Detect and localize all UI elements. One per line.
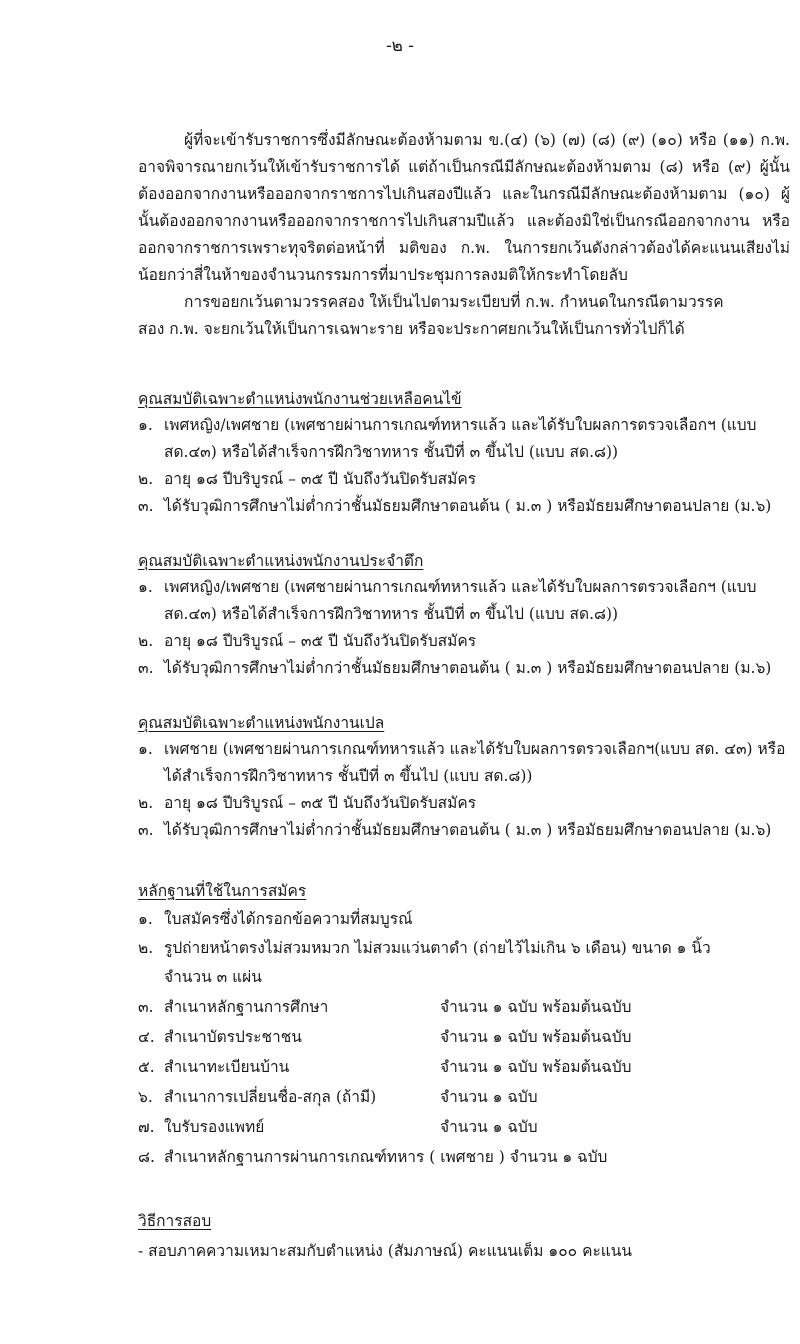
list-item: ๒. อายุ ๑๘ ปีบริบูรณ์ – ๓๕ ปี นับถึงวันปิดรับสมัคร [138,794,477,812]
list-item: ๑. เพศชาย (เพศชายผ่านการเกณฑ์ทหารแล้ว และได้รับใบผลการตรวจเลือกฯ(แบบ สด. ๔๓) หรือได้สำเร็จการฝึกวิชาทหาร ชั้นปีที่ ๓ ขึ้นไป (แบบ สด.๘)) [138,740,786,785]
section-heading: หลักฐานที่ใช้ในการสมัคร [138,882,307,900]
list-item: ๓. ได้รับวุฒิการศึกษาไม่ต่ำกว่าชั้นมัธยมศึกษาตอนต้น ( ม.๓ ) หรือมัธยมศึกษาตอนปลาย (ม.๖) [138,497,772,515]
section-heading: วิธีการสอบ [138,1212,212,1230]
list-item: ๓. ได้รับวุฒิการศึกษาไม่ต่ำกว่าชั้นมัธยมศึกษาตอนต้น ( ม.๓ ) หรือมัธยมศึกษาตอนปลาย (ม.๖) [138,821,772,839]
exemption-text-2a: การขอยกเว้นตามวรรคสอง ให้เป็นไปตามระเบียบที่ ก.พ. กำหนดในกรณีตามวรรค [184,293,724,311]
section-stretcher-bearer [138,710,798,844]
list-item: ๓. ได้รับวุฒิการศึกษาไม่ต่ำกว่าชั้นมัธยมศึกษาตอนต้น ( ม.๓ ) หรือมัธยมศึกษาตอนปลาย (ม.๖) [138,659,772,677]
list-item: ๒. รูปถ่ายหน้าตรงไม่สวมหมวก ไม่สวมแว่นตาดำ (ถ่ายไว้ไม่เกิน ๖ เดือน) ขนาด ๑ นิ้ว จำนวน ๓ แผ่น [138,939,711,986]
exemption-text: ผู้ที่จะเข้ารับราชการซึ่งมีลักษณะต้องห้ามตาม ข.(๔) (๖) (๗) (๘) (๙) (๑๐) หรือ (๑๑) ก.พ. อาจพิจารณายกเว้นให้เข้ารับราชการได้ แต่ถ้าเป็นกรณีมีลักษณะต้องห้ามตาม (๘) หรือ (๙) ผู้นั้นต้องออกจากงานหรือออกจากราชการไปเกินสองปีแล้ว และในกรณีมีลักษณะต้องห้ามตาม (๑๐) ผู้นั้นต้องออกจากงานหรือออกจากราชการไปเกินสามปีแล้ว และต้องมิใช่เป็นกรณีออกจากงาน หรือออกจากราชการเพราะทุจริตต่อหน้าที่ มติของ ก.พ. ในการยกเว้นดังกล่าวต้องได้คะแนนเสียงไม่น้อยกว่าสี่ในห้าของจำนวนกรรมการที่มาประชุมการลงมติให้กระทำโดยลับ [138,131,790,284]
section-heading: คุณสมบัติเฉพาะตำแหน่งพนักงานเปล [138,714,385,732]
list-item: ๘. สำเนาหลักฐานการผ่านการเกณฑ์ทหาร ( เพศชาย ) จำนวน ๑ ฉบับ [138,1148,608,1166]
section-documents [138,878,798,1172]
page-number: -๒ - [385,36,415,56]
list-item: ๒. อายุ ๑๘ ปีบริบูรณ์ – ๓๕ ปี นับถึงวันปิดรับสมัคร [138,632,477,650]
list-item: ๑. ใบสมัครซึ่งได้กรอกข้อความที่สมบูรณ์ [138,910,413,928]
section-heading: คุณสมบัติเฉพาะตำแหน่งพนักงานประจำตึก [138,552,424,570]
exemption-paragraph [138,127,790,289]
table-row: ๕. สำเนาทะเบียนบ้าน จำนวน ๑ ฉบับ พร้อมต้นฉบับ [138,1058,632,1076]
table-row: ๗. ใบรับรองแพทย์ จำนวน ๑ ฉบับ [138,1118,538,1136]
table-row: ๔. สำเนาบัตรประชาชน จำนวน ๑ ฉบับ พร้อมต้นฉบับ [138,1028,632,1046]
table-row: ๖. สำเนาการเปลี่ยนชื่อ-สกุล (ถ้ามี) จำนวน ๑ ฉบับ [138,1088,538,1106]
list-item: ๑. เพศหญิง/เพศชาย (เพศชายผ่านการเกณฑ์ทหารแล้ว และได้รับใบผลการตรวจเลือกฯ (แบบ สด.๔๓) หรือได้สำเร็จการฝึกวิชาทหาร ชั้นปีที่ ๓ ขึ้นไป (แบบ สด.๘)) [138,416,757,461]
table-row: ๓. สำเนาหลักฐานการศึกษา จำนวน ๑ ฉบับ พร้อมต้นฉบับ [138,998,632,1016]
section-ward-staff [138,548,798,682]
section-patient-aide [138,386,798,520]
section-heading: คุณสมบัติเฉพาะตำแหน่งพนักงานช่วยเหลือคนไข้ [138,390,462,408]
exam-item: - สอบภาคความเหมาะสมกับตำแหน่ง (สัมภาษณ์) คะแนนเต็ม ๑๐๐ คะแนน [138,1242,632,1260]
exemption-text-2b: สอง ก.พ. จะยกเว้นให้เป็นการเฉพาะราย หรือจะประกาศยกเว้นให้เป็นการทั่วไปก็ได้ [138,320,685,338]
list-item: ๒. อายุ ๑๘ ปีบริบูรณ์ – ๓๕ ปี นับถึงวันปิดรับสมัคร [138,470,477,488]
list-item: ๑. เพศหญิง/เพศชาย (เพศชายผ่านการเกณฑ์ทหารแล้ว และได้รับใบผลการตรวจเลือกฯ (แบบ สด.๔๓) หรือได้สำเร็จการฝึกวิชาทหาร ชั้นปีที่ ๓ ขึ้นไป (แบบ สด.๘)) [138,578,757,623]
section-exam-method [138,1208,798,1265]
exemption-paragraph-2 [138,289,790,343]
